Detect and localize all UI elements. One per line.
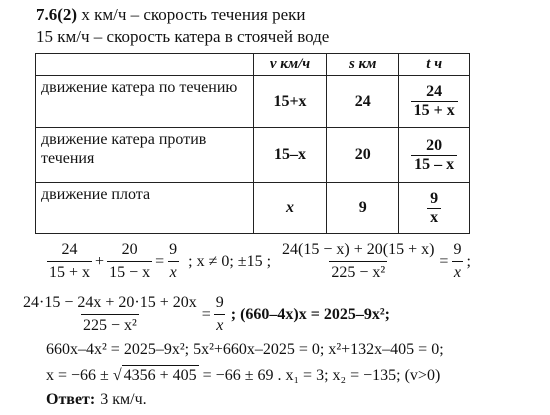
eq1-fraction-1: 24 15 + x <box>49 241 91 281</box>
equation-2: $\frac{24\cdot 15 - 24x + 20\cdot 15 + 20x}{\text{225 − x²}}$ = $\frac{9}{x}$ ; (660–4x)x = 2025–9x²; <box>23 294 390 334</box>
header-v: v км/ч <box>253 54 326 76</box>
equation-4: x = −66 ± √ 4356 + 405 = −66 ± 69 . x₁ = 3; x₂ = −135; (v>0) <box>46 366 441 384</box>
header-t: t ч <box>399 54 470 76</box>
fraction-num: 24 <box>426 83 443 100</box>
table-row <box>36 128 470 183</box>
equation-3: 660x–4x² = 2025–9x²; 5x²+660x–2025 = 0; x²+132x–405 = 0; <box>46 341 444 358</box>
fraction-den: x <box>427 208 441 227</box>
cell-t <box>399 128 470 183</box>
value-v: 15–x <box>274 146 306 163</box>
cell-s <box>327 76 399 128</box>
row-label: движение катера по течению <box>36 76 254 128</box>
data-table <box>35 53 470 234</box>
row-label: движение катера против течения <box>36 128 254 183</box>
problem-line2: 15 км/ч – скорость катера в стоячей воде <box>36 27 330 46</box>
fraction-t <box>411 137 457 174</box>
sqrt-radicand: 4356 + 405 <box>123 367 197 384</box>
cell-v <box>253 128 326 183</box>
table-row <box>36 76 470 128</box>
semicolon: ; <box>466 252 471 270</box>
eq1-condition: ; x ≠ 0; ±15 ; <box>188 252 272 270</box>
fraction-den: 15 + x <box>411 101 458 120</box>
cell-t <box>399 183 470 234</box>
cell-v <box>253 183 326 234</box>
problem-line1: x км/ч – скорость течения реки <box>81 5 306 24</box>
eq1-fraction-5: $\frac{9}{x}$ <box>453 241 462 281</box>
answer-label: Ответ: <box>46 391 96 408</box>
row-label: движение плота <box>36 183 254 234</box>
fraction-t <box>411 83 458 120</box>
eq4-start: x = −66 ± <box>46 366 109 384</box>
value-s: 20 <box>354 146 371 163</box>
cell-s <box>327 128 399 183</box>
equals-sign: = <box>155 252 165 270</box>
problem-header <box>36 5 306 25</box>
eq1-fraction-4: $\frac{24(15 - x) + 20(15 + x)}{\text{225 − x²}}$ <box>282 241 435 281</box>
fraction-num: 9 <box>430 189 439 207</box>
eq2-rest: ; (660–4x)x = 2025–9x²; <box>230 305 390 323</box>
equals-sign: = <box>439 252 449 270</box>
problem-number: 7.6(2) <box>36 5 78 24</box>
fraction-den: 15 – x <box>411 155 457 174</box>
value-v: x <box>286 199 294 216</box>
header-s: s км <box>327 54 399 76</box>
answer-line <box>46 390 147 410</box>
eq1-fraction-2: $\frac{20}{15 - x}$ <box>109 241 151 281</box>
value-s: 9 <box>358 199 367 216</box>
eq2-fraction-1: $\frac{24\cdot 15 - 24x + 20\cdot 15 + 20x}{\text{225 − x²}}$ <box>23 294 197 334</box>
value-s: 24 <box>354 92 371 110</box>
header-empty <box>36 54 254 76</box>
cell-s <box>327 183 399 234</box>
answer-value: 3 км/ч. <box>100 391 147 408</box>
value-v: 15+x <box>273 92 307 110</box>
cell-v <box>253 76 326 128</box>
eq1-fraction-3: $\frac{9}{x}$ <box>169 241 178 281</box>
fraction-num: 20 <box>426 136 443 154</box>
equation-1 <box>44 240 471 283</box>
eq2-fraction-2: $\frac{9}{x}$ <box>215 294 224 334</box>
fraction-t <box>427 190 441 227</box>
plus-sign: + <box>95 252 105 270</box>
table-row <box>36 183 470 234</box>
cell-t <box>399 76 470 128</box>
eq4-end: = −66 ± 69 . x₁ = 3; x₂ = −135; (v>0) <box>202 366 441 384</box>
